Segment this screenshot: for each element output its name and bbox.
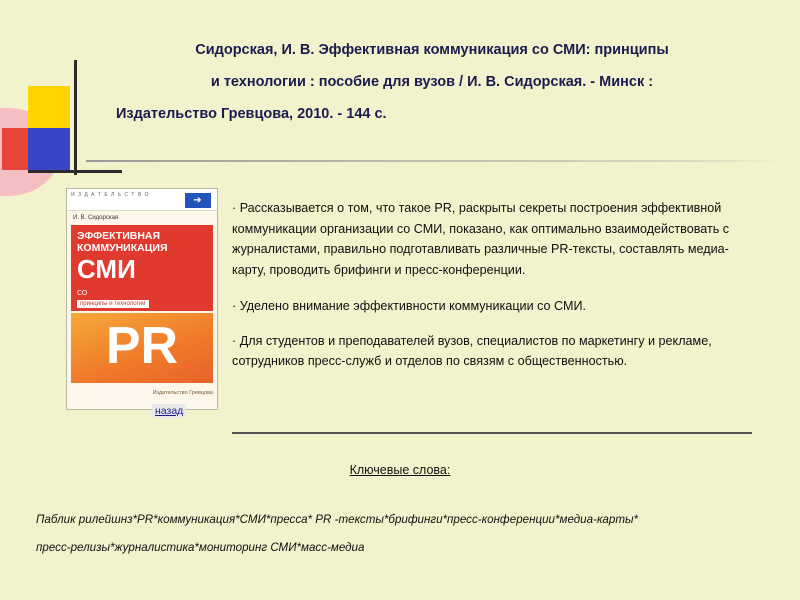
cover-title-word: КОММУНИКАЦИЯ — [77, 242, 168, 254]
keywords-heading: Ключевые слова: — [349, 463, 451, 477]
cover-top-band — [67, 189, 217, 211]
keywords-line-1: Паблик рилейшнз*PR*коммуникация*СМИ*пресса* PR -тексты*брифинги*пресс-конференции*медиа-карты* — [36, 513, 639, 526]
cover-co-word: СО — [77, 290, 88, 297]
book-cover — [66, 188, 218, 410]
horizontal-rule — [28, 170, 122, 173]
vertical-rule — [74, 60, 77, 175]
red-square-shape — [2, 128, 28, 170]
annotation-paragraph-1: · Рассказывается о том, что такое PR, раскрыты секреты построения эффективной коммуникации организации со СМИ, показано, как оптимально взаимодействовать с журналистами, правильно подготавливать различные PR-тексты, составлять медиа-карту, проводить брифинги и пресс-конференции. — [232, 201, 730, 277]
title-line-3: Издательство Гревцова, 2010. - 144 с. — [116, 106, 387, 122]
cover-title-block — [71, 225, 213, 311]
section-divider — [232, 432, 752, 434]
cover-top-code: И З Д А Т Е Л Ь С Т В О — [71, 192, 150, 198]
annotation-paragraph-2: · Уделено внимание эффективности коммуникации со СМИ. — [232, 299, 587, 313]
title-line-2: и технологии : пособие для вузов / И. В. Сидорская. - Минск : — [210, 74, 654, 90]
title-line-1: Сидорская, И. В. Эффективная коммуникация со СМИ: принципы — [195, 42, 669, 58]
annotation-paragraph-3: · Для студентов и преподавателей вузов, специалистов по маркетингу и рекламе, сотрудников пресс-служб и отделов по связям с общественностью. — [232, 333, 712, 368]
annotation-text — [232, 198, 752, 386]
keywords-list — [36, 506, 766, 562]
blue-square-shape — [28, 128, 70, 170]
arrow-icon: ➔ — [185, 193, 211, 208]
cover-pr-text: PR — [71, 313, 213, 383]
cover-subtitle: принципы и технологии — [77, 300, 149, 308]
cover-smi-word: СМИ — [77, 254, 136, 284]
keywords-line-2: пресс-релизы*журналистика*мониторинг СМИ*масс-медиа — [36, 541, 365, 554]
cover-title-small: ЭФФЕКТИВНАЯ — [77, 230, 161, 242]
page-title — [96, 34, 768, 130]
back-link[interactable]: назад — [152, 404, 186, 418]
book-cover-image — [66, 188, 218, 410]
cover-author: И. В. Сидорская — [73, 215, 119, 221]
cover-publisher: Издательство Гревцова — [71, 385, 213, 405]
yellow-square-shape — [28, 86, 70, 128]
header-divider — [86, 160, 786, 162]
